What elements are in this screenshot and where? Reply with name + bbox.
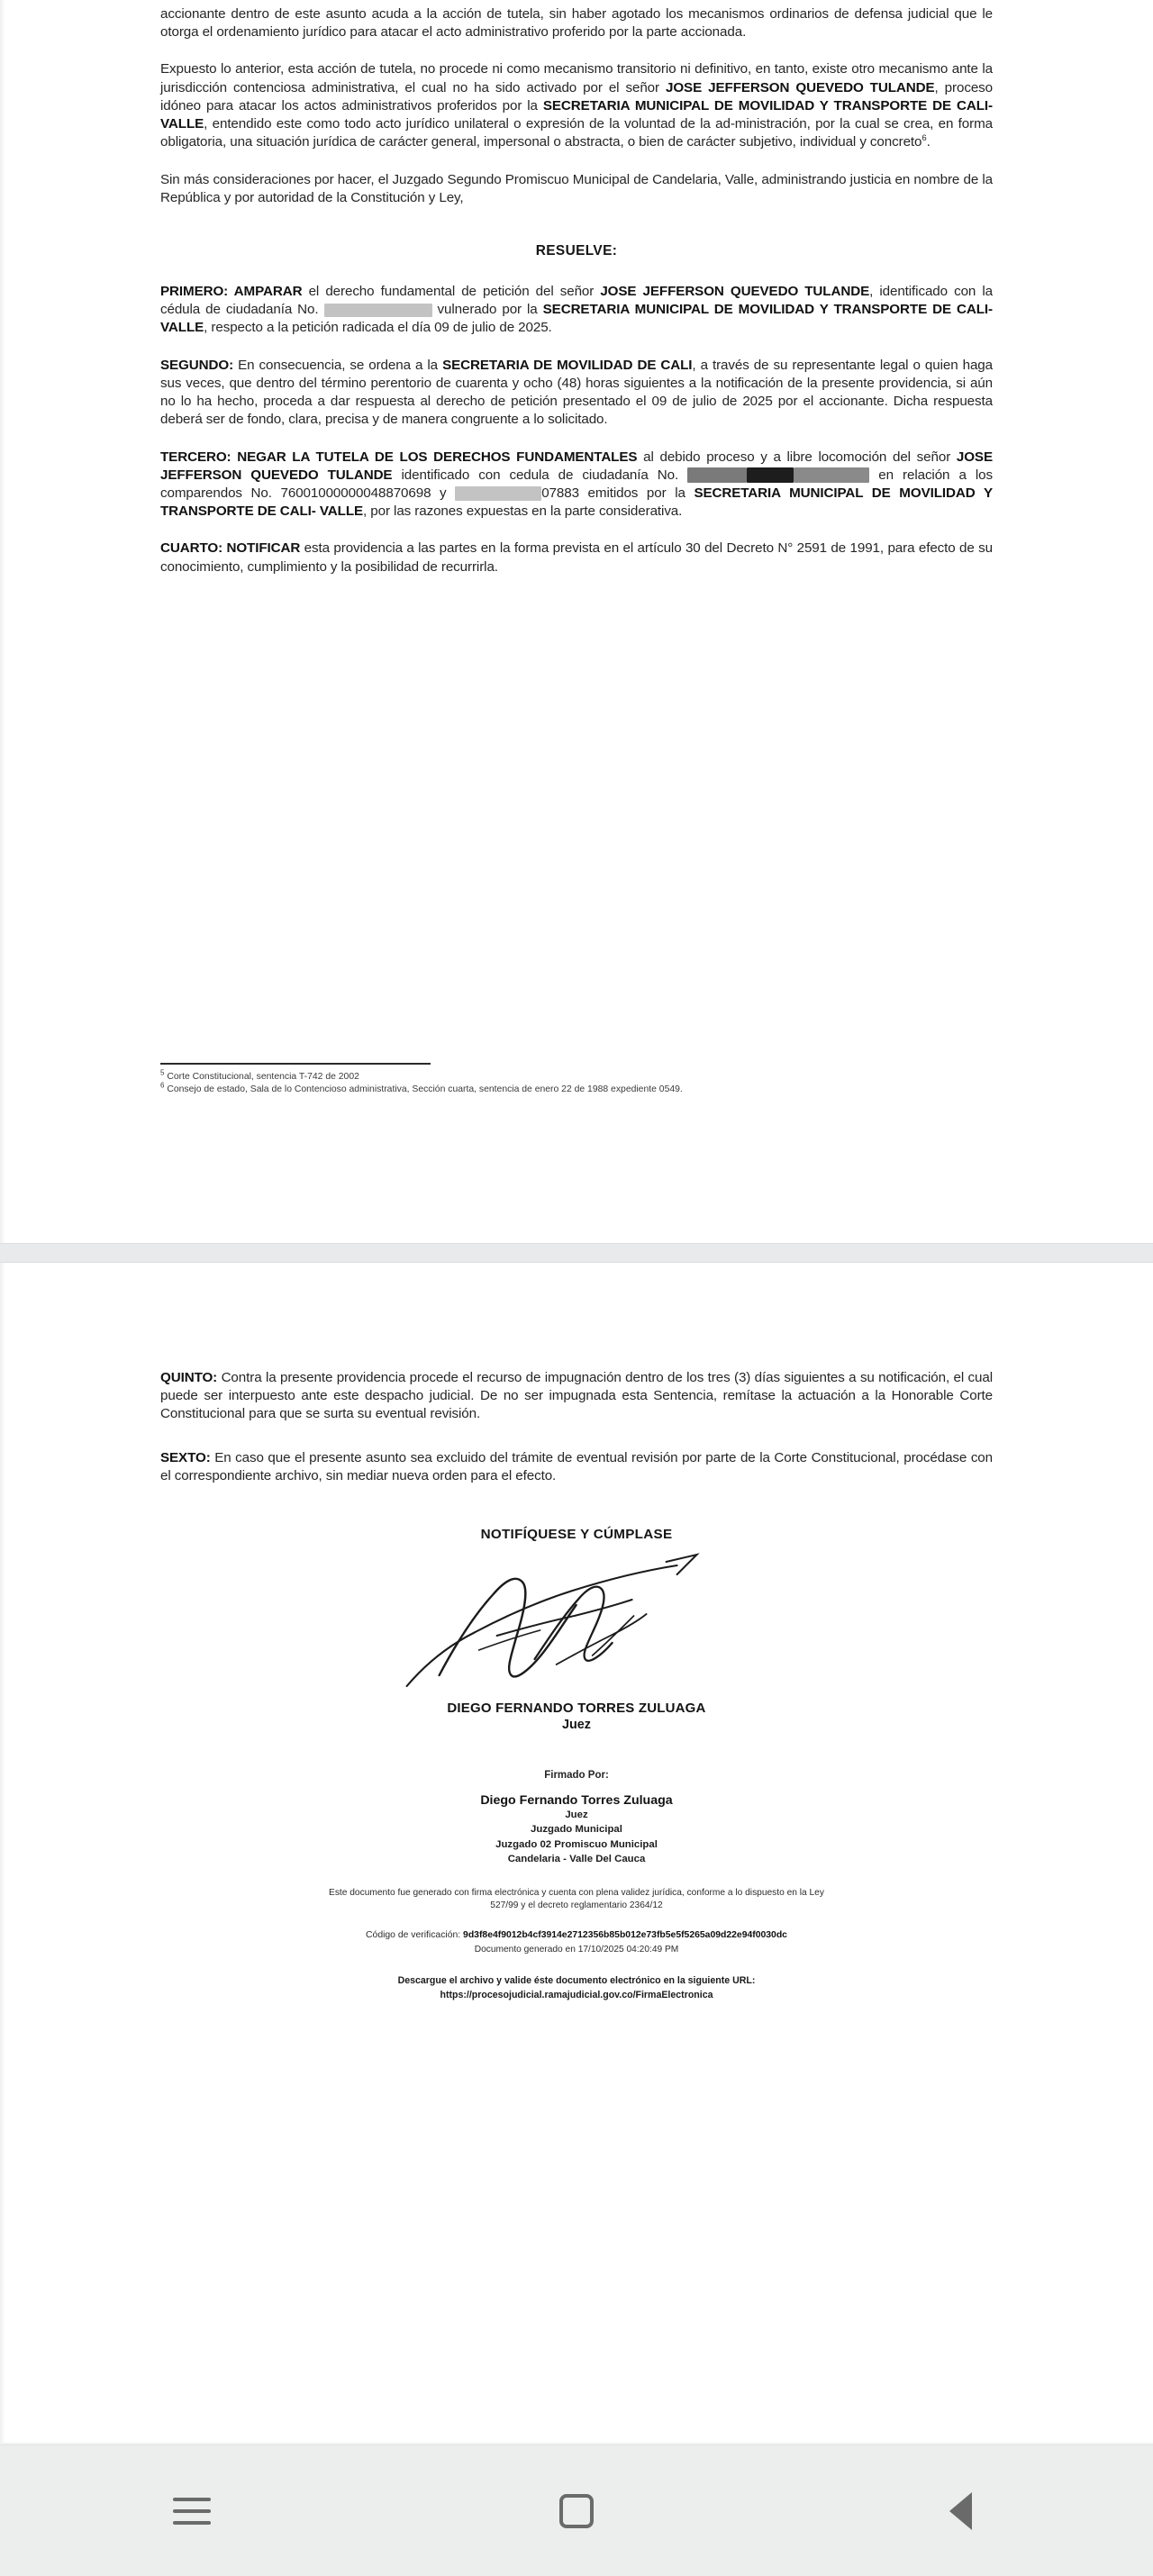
legal-validity-note <box>160 1887 993 1914</box>
footnote-5 <box>160 1068 993 1084</box>
page-separator <box>0 1243 1153 1263</box>
signer-name: DIEGO FERNANDO TORRES ZULUAGA <box>447 1701 706 1717</box>
home-icon <box>559 2494 594 2528</box>
redacted-cedula-tercero-a <box>687 467 747 483</box>
orden-tercero <box>160 449 993 522</box>
document-generated-timestamp: Documento generado en 17/10/2025 04:20:49 PM <box>474 1944 679 1955</box>
segundo-entity: SECRETARIA DE MOVILIDAD DE CALI <box>442 357 693 373</box>
verification-code-hash: 9d3f8e4f9012b4cf3914e2712356b85b012e73fb5e5f5265a09d22e94f0030dc <box>463 1930 787 1941</box>
orden-primero <box>160 283 993 338</box>
expuesto-post: , entendido este como todo acto jurídico unilateral o expresión de la voluntad de la ad-ministración, por la cual se crea, en forma obligatoria, una situación jurídica de carácter general, impersonal o abstracta, o bien de carácter subjetivo, individual y concreto <box>160 116 993 150</box>
expuesto-mid: , proceso idóneo para atacar los actos administrativos proferidos por la <box>160 79 994 113</box>
footnote-divider <box>160 1063 431 1065</box>
handwritten-signature <box>160 1546 993 1701</box>
document-page-2 <box>0 1263 1153 2443</box>
esign-office: Juzgado 02 Promiscuo Municipal <box>495 1838 658 1850</box>
orden-quinto <box>160 1369 993 1424</box>
validation-url[interactable]: https://procesojudicial.ramajudicial.gov.co/FirmaElectronica <box>440 1990 713 2001</box>
redacted-cedula-primero <box>324 304 432 317</box>
scan-edge <box>0 0 5 1243</box>
tercero-num-2: 07883 <box>541 485 579 501</box>
paragraph-sin-mas: Sin más consideraciones por hacer, el Juzgado Segundo Promiscuo Municipal de Candelaria, Valle, administrando justicia en nombre de la República y por autoridad de la Constitución y Ley, <box>160 171 993 205</box>
primero-entity: SECRETARIA MUNICIPAL DE MOVILIDAD Y TRANSPORTE DE CALI- VALLE <box>160 302 993 336</box>
orden-segundo <box>160 357 993 430</box>
electronic-signature-block <box>160 1770 993 2003</box>
legal-note-line-2: 527/99 y el decreto reglamentario 2364/12 <box>490 1900 663 1911</box>
download-validate-block <box>160 1974 993 2003</box>
paragraph-continuation: accionante dentro de este asunto acuda a la acción de tutela, sin haber agotado los mecanismos ordinarios de defensa judicial que le otorga el ordenamiento jurídico para atacar el acto administrativo proferido por la parte accionada. <box>160 6 993 41</box>
primero-party: JOSE JEFFERSON QUEVEDO TULANDE <box>600 283 870 299</box>
tercero-t1: al debido proceso y a libre locomoción del señor <box>637 449 957 465</box>
redacted-comparendo <box>455 486 541 501</box>
esign-signer-name: Diego Fernando Torres Zuluaga <box>480 1793 673 1809</box>
orden-sexto <box>160 1449 993 1485</box>
expuesto-end: . <box>926 134 931 150</box>
footnotes-section <box>160 1063 993 1097</box>
segundo-t2: , a través de su representante legal o quien haga sus veces, que dentro del término perentorio de cuarenta y ocho (48) horas siguientes a la notificación de la presente providencia, si aún no lo ha hecho, proceda a dar respuesta al derecho de petición presentado el 09 de julio de 2025 por el accionante. Dicha respuesta deberá ser de fondo, clara, precisa y de manera congruente a lo solicitado. <box>160 357 993 428</box>
redacted-cedula-tercero-c <box>794 467 869 483</box>
footnote-5-ref: 5 <box>160 1068 165 1077</box>
tercero-t2: identificado con cedula de ciudadanía No. <box>392 467 688 483</box>
legal-note-line-1: Este documento fue generado con firma electrónica y cuenta con plena validez jurídica, conforme a lo dispuesto en la Ley <box>329 1887 824 1898</box>
scan-edge-2 <box>0 1263 5 2443</box>
segundo-t1: En consecuencia, se ordena a la <box>233 357 443 373</box>
recents-icon <box>173 2498 211 2525</box>
redacted-cedula-tercero-b <box>747 467 794 483</box>
footnote-6-ref: 6 <box>160 1081 165 1090</box>
expuesto-pre: Expuesto lo anterior, esta acción de tutela, no procede ni como mecanismo transitorio ni definitivo, en tanto, existe otro mecanismo ante la jurisdicción contenciosa administrativa, el cual no ha sido activado por el señor <box>160 61 993 95</box>
orden-quinto-label: QUINTO: <box>160 1370 218 1385</box>
recents-button[interactable] <box>138 2472 246 2550</box>
android-navigation-bar[interactable] <box>0 2444 1153 2576</box>
back-button[interactable] <box>907 2472 1015 2550</box>
cuarto-t1: esta providencia a las partes en la forma prevista en el artículo 30 del Decreto N° 2591 de 1991, para efecto de su conocimiento, cumplimiento y la posibilidad de recurrirla. <box>160 540 993 575</box>
footnote-6 <box>160 1081 993 1096</box>
footnote-6-text: Consejo de estado, Sala de lo Contencioso administrativa, Sección cuarta, sentencia de enero 22 de 1988 expediente 0549. <box>167 1084 683 1095</box>
quinto-t1: Contra la presente providencia procede el recurso de impugnación dentro de los tres (3) días siguientes a su notificación, el cual puede ser interpuesto ante este despacho judicial. De no ser impugnada esta Sentencia, remítase la actuación a la Honorable Corte Constitucional para que se surta su eventual revisión. <box>160 1370 993 1422</box>
primero-t4: , respecto a la petición radicada el día 09 de julio de 2025. <box>204 320 552 336</box>
verification-code-block <box>160 1928 993 1956</box>
home-button[interactable] <box>522 2472 631 2550</box>
orden-cuarto <box>160 540 993 576</box>
tercero-t5: emitidos por la <box>578 485 695 501</box>
orden-segundo-label: SEGUNDO: <box>160 357 234 373</box>
entity-secretaria: SECRETARIA MUNICIPAL DE MOVILIDAD Y TRANSPORTE DE CALI- VALLE <box>160 97 993 132</box>
footnote-5-text: Corte Constitucional, sentencia T-742 de 2002 <box>167 1072 359 1082</box>
primero-t2: , identificado con la cédula de ciudadanía No. <box>160 283 994 318</box>
paragraph-expuesto <box>160 60 993 151</box>
tercero-t4: y <box>431 485 456 501</box>
tercero-t6: , por las razones expuestas en la parte considerativa. <box>363 503 683 520</box>
primero-t1: el derecho fundamental de petición del señor <box>302 283 601 299</box>
tercero-num-1: 76001000000048870698 <box>280 485 431 501</box>
esign-signer-role: Juez <box>565 1810 588 1821</box>
download-instruction: Descargue el archivo y valide éste documento electrónico en la siguiente URL: <box>397 1975 756 1987</box>
orden-primero-label: PRIMERO: AMPARAR <box>160 283 303 299</box>
verification-code-label: Código de verificación: <box>366 1930 461 1941</box>
primero-t3: vulnerado por la <box>431 302 543 318</box>
document-page-1 <box>0 0 1153 1243</box>
back-icon <box>949 2492 972 2530</box>
resuelve-heading: RESUELVE: <box>535 242 618 259</box>
orden-cuarto-label: CUARTO: NOTIFICAR <box>160 540 301 557</box>
esign-firmado-por: Firmado Por: <box>544 1770 609 1782</box>
tercero-entity: SECRETARIA MUNICIPAL DE MOVILIDAD Y TRANSPORTE DE CALI- VALLE <box>160 485 993 520</box>
footnote-ref-6: 6 <box>921 133 927 144</box>
signer-role: Juez <box>562 1718 591 1733</box>
sexto-t1: En caso que el presente asunto sea excluido del trámite de eventual revisión por parte de la Corte Constitucional, procédase con el correspondiente archivo, sin mediar nueva orden para el efecto. <box>160 1449 993 1483</box>
verification-code-row <box>160 1928 993 1943</box>
notifiquese-heading: NOTIFÍQUESE Y CÚMPLASE <box>480 1527 673 1543</box>
esign-location: Candelaria - Valle Del Cauca <box>507 1854 646 1865</box>
tercero-t3: en relación a los comparendos No. <box>160 467 993 501</box>
orden-sexto-label: SEXTO: <box>160 1449 211 1465</box>
tercero-party: JOSE JEFFERSON QUEVEDO TULANDE <box>160 449 993 483</box>
orden-tercero-label: TERCERO: NEGAR LA TUTELA DE LOS DERECHOS FUNDAMENTALES <box>160 449 638 465</box>
esign-entity: Juzgado Municipal <box>531 1824 622 1836</box>
party-name-accionante: JOSE JEFFERSON QUEVEDO TULANDE <box>666 79 935 95</box>
signature-strokes <box>380 1549 758 1698</box>
